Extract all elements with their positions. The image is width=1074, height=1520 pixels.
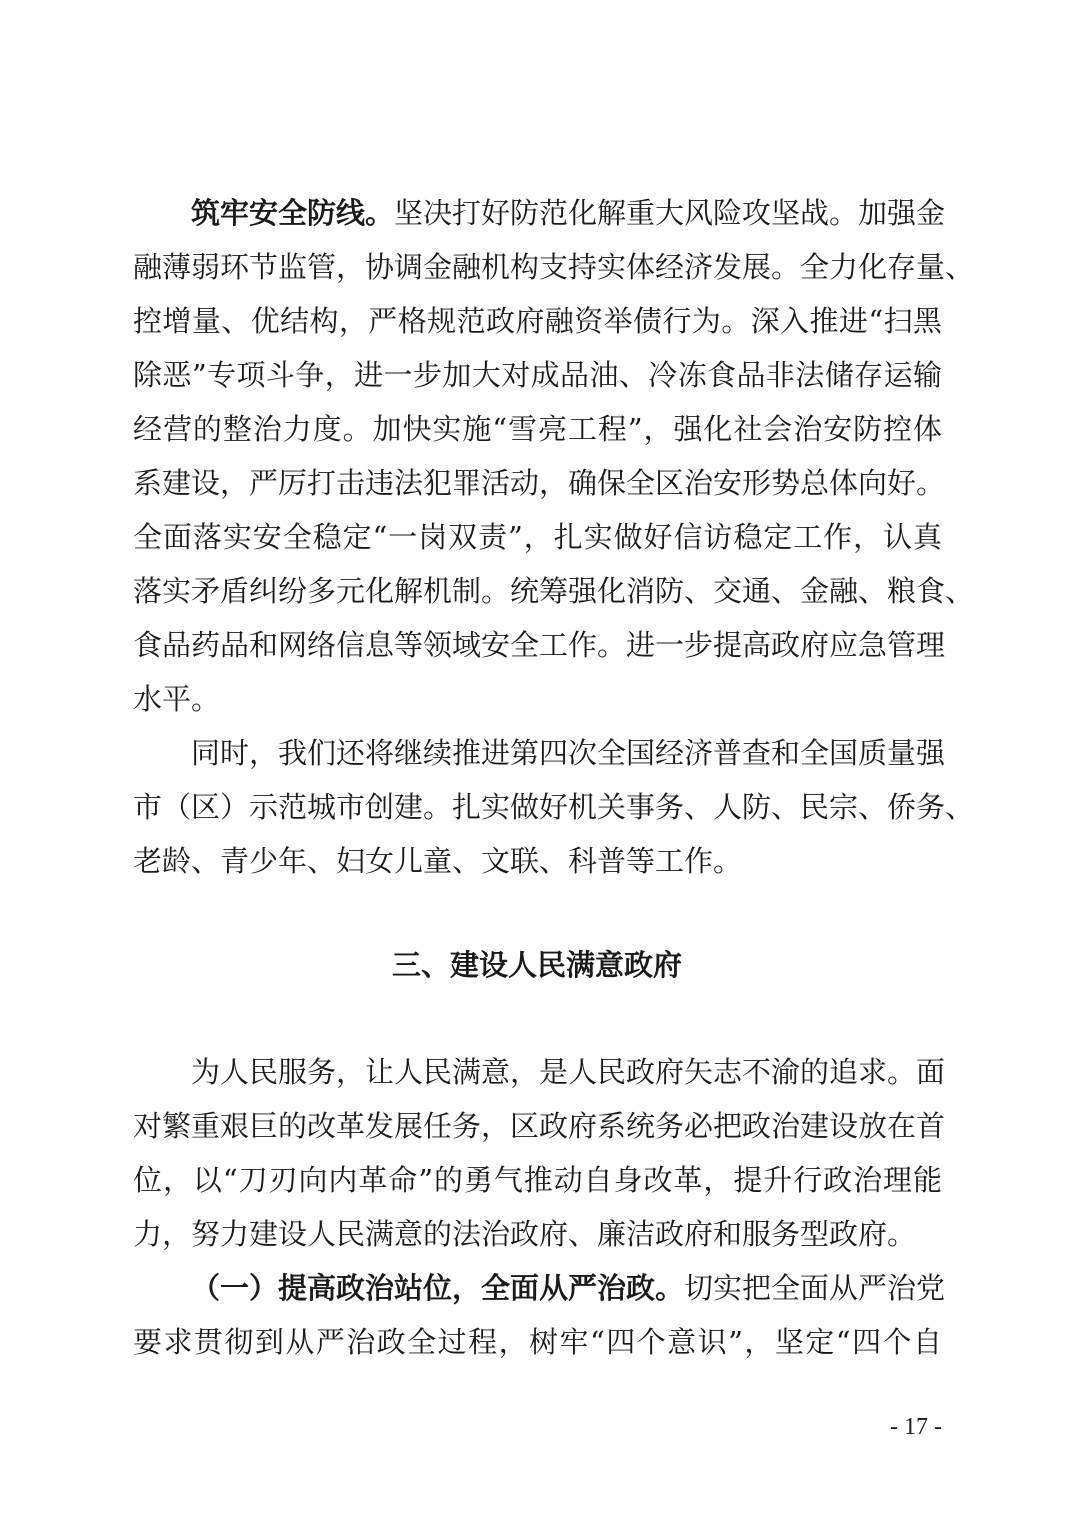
paragraph-safety-line-4: 除恶”专项斗争，进一步加大对成品油、冷冻食品非法储存运输 <box>133 358 942 392</box>
paragraph-intro-line-1: 为人民服务，让人民满意，是人民政府矢志不渝的追求。面 <box>191 1055 946 1089</box>
paragraph-politics-line-2: 要求贯彻到从严治政全过程，树牢“四个意识”，坚定“四个自 <box>133 1325 942 1359</box>
paragraph-safety-line-7: 全面落实安全稳定“一岗双责”，扎实做好信访稳定工作，认真 <box>133 520 942 554</box>
paragraph-intro-line-3: 位，以“刀刃向内革命”的勇气推动自身改革，提升行政治理能 <box>133 1163 942 1197</box>
paragraph-politics-line-1-text: 切实把全面从严治党 <box>684 1271 946 1305</box>
paragraph-safety-line-1-text: 坚决打好防范化解重大风险攻坚战。加强金 <box>394 196 946 230</box>
paragraph-safety-line-6: 系建设，严厉打击违法犯罪活动，确保全区治安形势总体向好。 <box>133 466 946 500</box>
paragraph-intro-line-2: 对繁重艰巨的改革发展任务，区政府系统务必把政治建设放在首 <box>133 1109 946 1143</box>
paragraph-other-line-3: 老龄、青少年、妇女儿童、文联、科普等工作。 <box>133 844 743 878</box>
paragraph-safety-line-1 <box>191 193 946 233</box>
paragraph-safety-line-3: 控增量、优结构，严格规范政府融资举债行为。深入推进“扫黑 <box>133 304 942 338</box>
paragraph-safety-line-8: 落实矛盾纠纷多元化解机制。统筹强化消防、交通、金融、粮食、 <box>133 574 975 608</box>
paragraph-safety-line-9: 食品药品和网络信息等领域安全工作。进一步提高政府应急管理 <box>133 628 946 662</box>
paragraph-other-line-1: 同时，我们还将继续推进第四次全国经济普查和全国质量强 <box>191 736 946 770</box>
paragraph-safety-lead: 筑牢安全防线。 <box>191 196 395 230</box>
page-number: - 17 - <box>890 1414 942 1440</box>
paragraph-safety-line-10: 水平。 <box>133 682 221 716</box>
paragraph-intro-line-4: 力，努力建设人民满意的法治政府、廉洁政府和服务型政府。 <box>133 1217 917 1251</box>
paragraph-safety-line-2: 融薄弱环节监管，协调金融机构支持实体经济发展。全力化存量、 <box>133 250 975 284</box>
paragraph-other-line-2: 市（区）示范城市创建。扎实做好机关事务、人防、民宗、侨务、 <box>133 790 975 824</box>
paragraph-politics-line-1 <box>191 1268 946 1308</box>
paragraph-politics-lead: （一）提高政治站位，全面从严治政。 <box>191 1271 685 1305</box>
paragraph-safety-line-5: 经营的整治力度。加快实施“雪亮工程”，强化社会治安防控体 <box>133 412 942 446</box>
section-heading: 三、建设人民满意政府 <box>391 948 682 982</box>
